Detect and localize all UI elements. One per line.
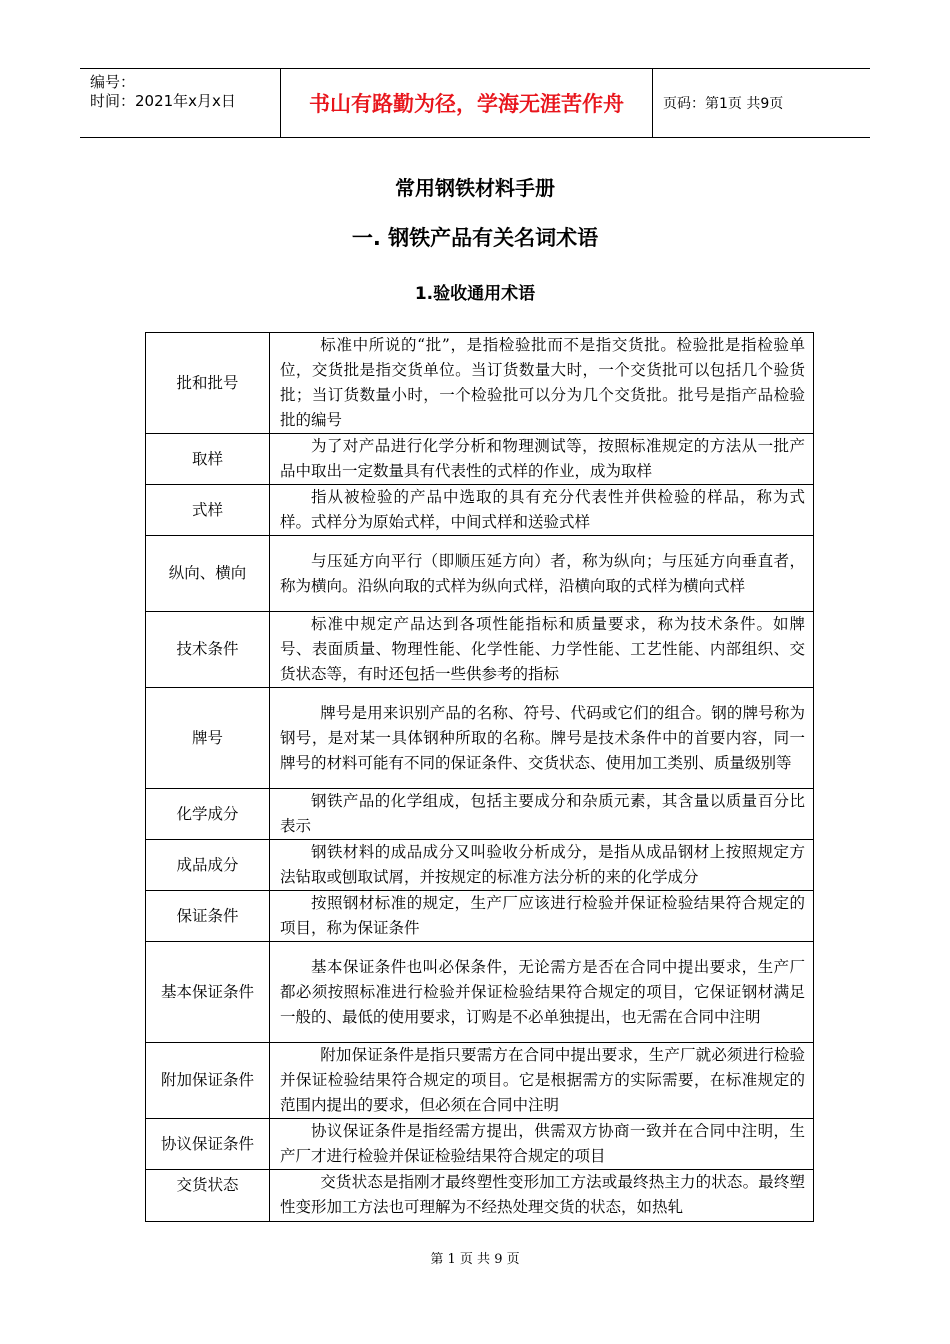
term-cell: 牌号 (146, 688, 270, 789)
definition-text: 标准中规定产品达到各项性能指标和质量要求，称为技术条件。如牌号、表面质量、物理性能、化学性能、力学性能、工艺性能、内部组织、交货状态等，有时还包括一些供参考的指标 (280, 615, 805, 683)
definition-text: 钢铁材料的成品成分又叫验收分析成分，是指从成品钢材上按照规定方法钻取或刨取试屑，并按规定的标准方法分析的来的化学成分 (280, 843, 805, 886)
header-meta (80, 69, 280, 137)
header-motto: 书山有路勤为径，学海无涯苦作舟 (280, 69, 653, 137)
definition-text: 指从被检验的产品中选取的具有充分代表性并供检验的样品，称为式样。式样分为原始式样，中间式样和送验式样 (280, 488, 805, 531)
definition-text: 标准中所说的“批”，是指检验批而不是指交货批。检验批是指检验单位，交货批是指交货单位。当订货数量大时，一个交货批可以包括几个验货批；当订货数量小时，一个检验批可以分为几个交货批。批号是指产品检验批的编号 (280, 336, 805, 429)
definition-cell (270, 1170, 814, 1222)
definition-cell (270, 1119, 814, 1170)
definition-cell (270, 536, 814, 612)
definition-text: 附加保证条件是指只要需方在合同中提出要求，生产厂就必须进行检验并保证检验结果符合规定的项目。它是根据需方的实际需要，在标准规定的范围内提出的要求，但必须在合同中注明 (280, 1046, 805, 1114)
table-row (146, 1043, 814, 1119)
definition-cell (270, 485, 814, 536)
term-cell: 化学成分 (146, 789, 270, 840)
table-row (146, 1119, 814, 1170)
definition-cell (270, 612, 814, 688)
table-row (146, 942, 814, 1043)
definition-cell (270, 688, 814, 789)
term-cell: 式样 (146, 485, 270, 536)
definition-text: 基本保证条件也叫必保条件，无论需方是否在合同中提出要求，生产厂都必须按照标准进行检验并保证检验结果符合规定的项目，它保证钢材满足一般的、最低的使用要求，订购是不必单独提出，也无需在合同中注明 (280, 957, 805, 1026)
page-footer: 第 1 页 共 9 页 (430, 1252, 520, 1267)
table-row (146, 688, 814, 789)
header-page-info: 页码：第1页 共9页 (663, 96, 784, 112)
term-cell: 协议保证条件 (146, 1119, 270, 1170)
term-cell: 保证条件 (146, 891, 270, 942)
definition-text: 钢铁产品的化学组成，包括主要成分和杂质元素，其含量以质量百分比表示 (280, 792, 805, 835)
definition-text: 牌号是用来识别产品的名称、符号、代码或它们的组合。钢的牌号称为钢号，是对某一具体钢种所取的名称。牌号是技术条件中的首要内容，同一牌号的材料可能有不同的保证条件、交货状态、使用加工类别、质量级别等 (280, 703, 805, 772)
number-label: 编号： (90, 73, 136, 91)
definition-cell (270, 333, 814, 434)
term-cell: 取样 (146, 434, 270, 485)
subsection-heading: 1.验收通用术语 (414, 284, 536, 304)
term-cell: 交货状态 (146, 1170, 270, 1222)
definition-text: 协议保证条件是指经需方提出，供需双方协商一致并在合同中注明，生产厂才进行检验并保证检验结果符合规定的项目 (280, 1122, 805, 1165)
table-row (146, 612, 814, 688)
definition-cell (270, 434, 814, 485)
page-header (80, 68, 870, 138)
definition-cell (270, 789, 814, 840)
term-cell: 技术条件 (146, 612, 270, 688)
table-row (146, 485, 814, 536)
term-cell: 附加保证条件 (146, 1043, 270, 1119)
document-title: 常用钢铁材料手册 (395, 176, 555, 200)
definition-text: 为了对产品进行化学分析和物理测试等，按照标准规定的方法从一批产品中取出一定数量具有代表性的式样的作业，成为取样 (280, 437, 805, 480)
table-row (146, 536, 814, 612)
terms-table (145, 332, 814, 1222)
definition-text: 按照钢材标准的规定，生产厂应该进行检验并保证检验结果符合规定的项目，称为保证条件 (280, 894, 805, 937)
section-heading: 一. 钢铁产品有关名词术语 (351, 226, 599, 250)
term-cell: 基本保证条件 (146, 942, 270, 1043)
definition-text: 与压延方向平行（即顺压延方向）者，称为纵向；与压延方向垂直者，称为横向。沿纵向取的式样为纵向式样，沿横向取的式样为横向式样 (280, 551, 805, 595)
table-row (146, 789, 814, 840)
term-cell: 成品成分 (146, 840, 270, 891)
definition-cell (270, 942, 814, 1043)
term-cell: 批和批号 (146, 333, 270, 434)
table-row (146, 891, 814, 942)
definition-cell (270, 840, 814, 891)
definition-text: 交货状态是指刚才最终塑性变形加工方法或最终热主力的状态。最终塑性变形加工方法也可理解为不经热处理交货的状态，如热轧 (280, 1173, 805, 1216)
table-row (146, 333, 814, 434)
definition-cell (270, 891, 814, 942)
term-cell: 纵向、横向 (146, 536, 270, 612)
table-row (146, 840, 814, 891)
table-row (146, 1170, 814, 1222)
date-label: 时间：2021年x月x日 (90, 92, 236, 110)
definition-cell (270, 1043, 814, 1119)
table-row (146, 434, 814, 485)
